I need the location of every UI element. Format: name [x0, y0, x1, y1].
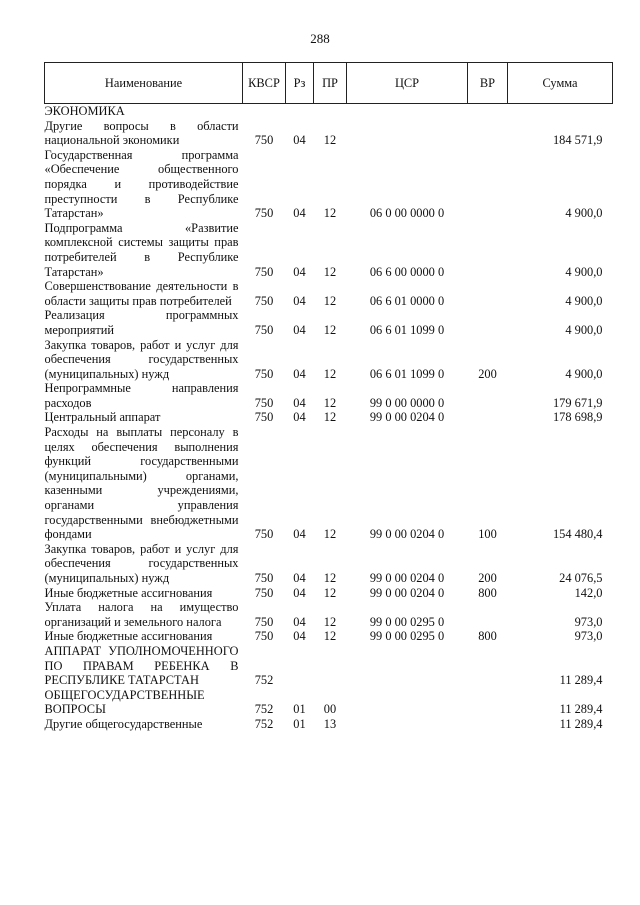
row-rz: 04	[293, 322, 306, 337]
table-row	[45, 148, 613, 221]
row-sum: 24 076,5	[559, 571, 603, 585]
row-sum: 4 900,0	[565, 206, 603, 221]
row-vr	[468, 104, 508, 119]
row-vr	[468, 381, 508, 410]
row-kvsr: 750	[254, 410, 274, 425]
row-name: Непрограммные направления расходов	[44, 381, 239, 410]
row-sum: 142,0	[574, 585, 603, 600]
row-pr: 12	[323, 206, 337, 221]
row-rz: 04	[293, 527, 306, 542]
row-kvsr: 750	[254, 133, 274, 148]
row-sum: 154 480,4	[552, 527, 603, 542]
table-row	[45, 308, 613, 337]
row-vr	[468, 119, 508, 148]
row-name: Закупка товаров, работ и услуг для обеспечения государственных (муниципальных) нужд	[44, 337, 239, 381]
row-sum: 4 900,0	[565, 264, 603, 279]
row-kvsr: 750	[254, 527, 274, 542]
row-sum: 178 698,9	[552, 410, 603, 425]
row-name: ЭКОНОМИКА	[44, 104, 125, 118]
row-vr: 200	[478, 571, 497, 585]
row-name: Центральный аппарат	[44, 410, 161, 425]
page-number: 288	[310, 31, 330, 46]
row-kvsr	[243, 104, 286, 119]
row-kvsr: 750	[254, 322, 274, 337]
row-pr	[314, 644, 347, 688]
table-row	[45, 425, 613, 542]
budget-table	[44, 62, 613, 732]
row-vr	[468, 308, 508, 337]
header-pr: ПР	[314, 63, 347, 104]
row-vr: 100	[478, 527, 497, 542]
row-rz: 01	[293, 702, 306, 717]
row-vr: 800	[478, 629, 497, 644]
row-csr	[347, 717, 468, 732]
row-rz: 04	[293, 629, 306, 644]
row-kvsr: 752	[254, 716, 274, 731]
row-csr: 06 0 00 0000 0	[369, 206, 445, 221]
row-vr	[468, 279, 508, 308]
row-name: Подпрограмма «Развитие комплексной системы защиты прав потребителей в Республике Татарстан»	[44, 220, 239, 279]
row-csr: 99 0 00 0204 0	[369, 410, 445, 425]
row-pr: 12	[323, 322, 337, 337]
row-csr: 99 0 00 0295 0	[369, 614, 445, 629]
table-row	[45, 279, 613, 308]
row-csr	[347, 104, 468, 119]
row-rz: 04	[293, 206, 306, 221]
row-pr: 12	[323, 133, 337, 148]
row-sum: 11 289,4	[559, 673, 603, 688]
table-row	[45, 542, 613, 586]
header-rz: Рз	[286, 63, 314, 104]
row-csr	[347, 688, 468, 717]
row-pr: 12	[323, 629, 337, 644]
row-pr: 12	[323, 366, 337, 381]
row-name: АППАРАТ УПОЛНОМОЧЕННОГО ПО ПРАВАМ РЕБЕНКА В РЕСПУБЛИКЕ ТАТАРСТАН	[44, 643, 239, 688]
row-csr: 06 6 01 1099 0	[369, 366, 445, 381]
row-vr: 200	[478, 366, 497, 381]
row-sum: 973,0	[574, 614, 603, 629]
table-row	[45, 221, 613, 279]
row-pr: 12	[323, 614, 337, 629]
row-name: Совершенствование деятельности в области защиты прав потребителей	[44, 279, 239, 308]
row-pr: 12	[323, 410, 337, 425]
row-name: Другие общегосударственные	[44, 716, 203, 731]
row-rz: 04	[293, 264, 306, 279]
row-name: Иные бюджетные ассигнования	[44, 585, 213, 600]
row-rz: 04	[293, 585, 306, 600]
table-row	[45, 717, 613, 732]
row-rz: 04	[293, 571, 306, 585]
row-name: ОБЩЕГОСУДАРСТВЕННЫЕ ВОПРОСЫ	[44, 687, 205, 717]
row-vr	[468, 717, 508, 732]
row-vr	[468, 410, 508, 425]
row-sum: 4 900,0	[565, 293, 603, 308]
row-pr: 12	[323, 395, 337, 410]
row-kvsr: 750	[254, 614, 274, 629]
row-csr: 99 0 00 0295 0	[369, 629, 445, 644]
row-vr	[468, 221, 508, 279]
row-pr: 12	[323, 585, 337, 600]
row-name: Реализация программных мероприятий	[44, 308, 239, 337]
row-csr	[347, 119, 468, 148]
table-row	[45, 104, 613, 119]
row-pr: 00	[323, 702, 337, 717]
table-row	[45, 688, 613, 717]
row-vr	[468, 644, 508, 688]
row-kvsr: 750	[254, 206, 274, 221]
row-rz: 04	[293, 395, 306, 410]
row-kvsr: 750	[254, 395, 274, 410]
table-header-row	[45, 63, 613, 104]
row-sum: 4 900,0	[565, 322, 603, 337]
row-rz: 04	[293, 614, 306, 629]
row-kvsr: 750	[254, 629, 274, 644]
row-csr: 99 0 00 0204 0	[369, 585, 445, 600]
row-csr: 99 0 00 0204 0	[369, 527, 445, 542]
row-kvsr: 750	[254, 585, 274, 600]
table-row	[45, 119, 613, 148]
row-rz: 04	[293, 293, 306, 308]
row-pr	[314, 104, 347, 119]
row-kvsr: 750	[254, 264, 274, 279]
row-csr: 99 0 00 0204 0	[369, 571, 445, 585]
row-rz: 04	[293, 410, 306, 425]
table-row	[45, 629, 613, 644]
row-sum: 11 289,4	[559, 702, 603, 717]
row-kvsr: 752	[254, 673, 274, 688]
row-pr: 12	[323, 293, 337, 308]
header-kvsr: КВСР	[243, 63, 286, 104]
table-row	[45, 600, 613, 629]
table-row	[45, 381, 613, 410]
row-rz: 04	[293, 366, 306, 381]
row-csr: 06 6 01 0000 0	[369, 293, 445, 308]
row-name: Закупка товаров, работ и услуг для обеспечения государственных (муниципальных) нужд	[44, 541, 239, 585]
row-rz: 04	[293, 133, 306, 148]
row-kvsr: 750	[254, 571, 274, 585]
row-csr: 06 6 01 1099 0	[369, 322, 445, 337]
row-csr: 99 0 00 0000 0	[369, 395, 445, 410]
header-name: Наименование	[45, 63, 243, 104]
header-sum: Сумма	[508, 63, 613, 104]
row-name: Уплата налога на имущество организаций и земельного налога	[44, 600, 239, 629]
table-row	[45, 586, 613, 601]
row-kvsr: 752	[254, 702, 274, 717]
table-row	[45, 410, 613, 425]
row-csr	[347, 644, 468, 688]
header-vr: ВР	[468, 63, 508, 104]
row-vr	[468, 600, 508, 629]
row-vr	[468, 148, 508, 221]
row-vr	[468, 688, 508, 717]
row-pr: 12	[323, 571, 337, 585]
row-sum: 973,0	[574, 629, 603, 644]
row-sum: 184 571,9	[552, 133, 603, 148]
row-vr: 800	[478, 585, 497, 600]
row-kvsr: 750	[254, 366, 274, 381]
row-rz	[286, 644, 314, 688]
row-sum: 11 289,4	[559, 716, 603, 731]
header-csr: ЦСР	[347, 63, 468, 104]
table-row	[45, 644, 613, 688]
row-pr: 12	[323, 527, 337, 542]
row-sum: 179 671,9	[552, 395, 603, 410]
row-rz	[286, 104, 314, 119]
row-kvsr: 750	[254, 293, 274, 308]
row-name: Другие вопросы в области национальной экономики	[44, 118, 239, 148]
row-rz: 01	[293, 716, 306, 731]
row-sum: 4 900,0	[565, 366, 603, 381]
row-name: Иные бюджетные ассигнования	[44, 629, 213, 644]
row-pr: 12	[323, 264, 337, 279]
table-row	[45, 338, 613, 382]
row-name: Расходы на выплаты персоналу в целях обеспечения выполнения функций государственными (муниципальными) органами, казенными учреждениями, органами управления государственными внебюджетными фондами	[44, 425, 239, 542]
row-sum	[508, 104, 613, 119]
row-name: Государственная программа «Обеспечение общественного порядка и противодействие преступности в Республике Татарстан»	[44, 147, 239, 221]
row-csr: 06 6 00 0000 0	[369, 264, 445, 279]
row-pr: 13	[323, 716, 337, 731]
